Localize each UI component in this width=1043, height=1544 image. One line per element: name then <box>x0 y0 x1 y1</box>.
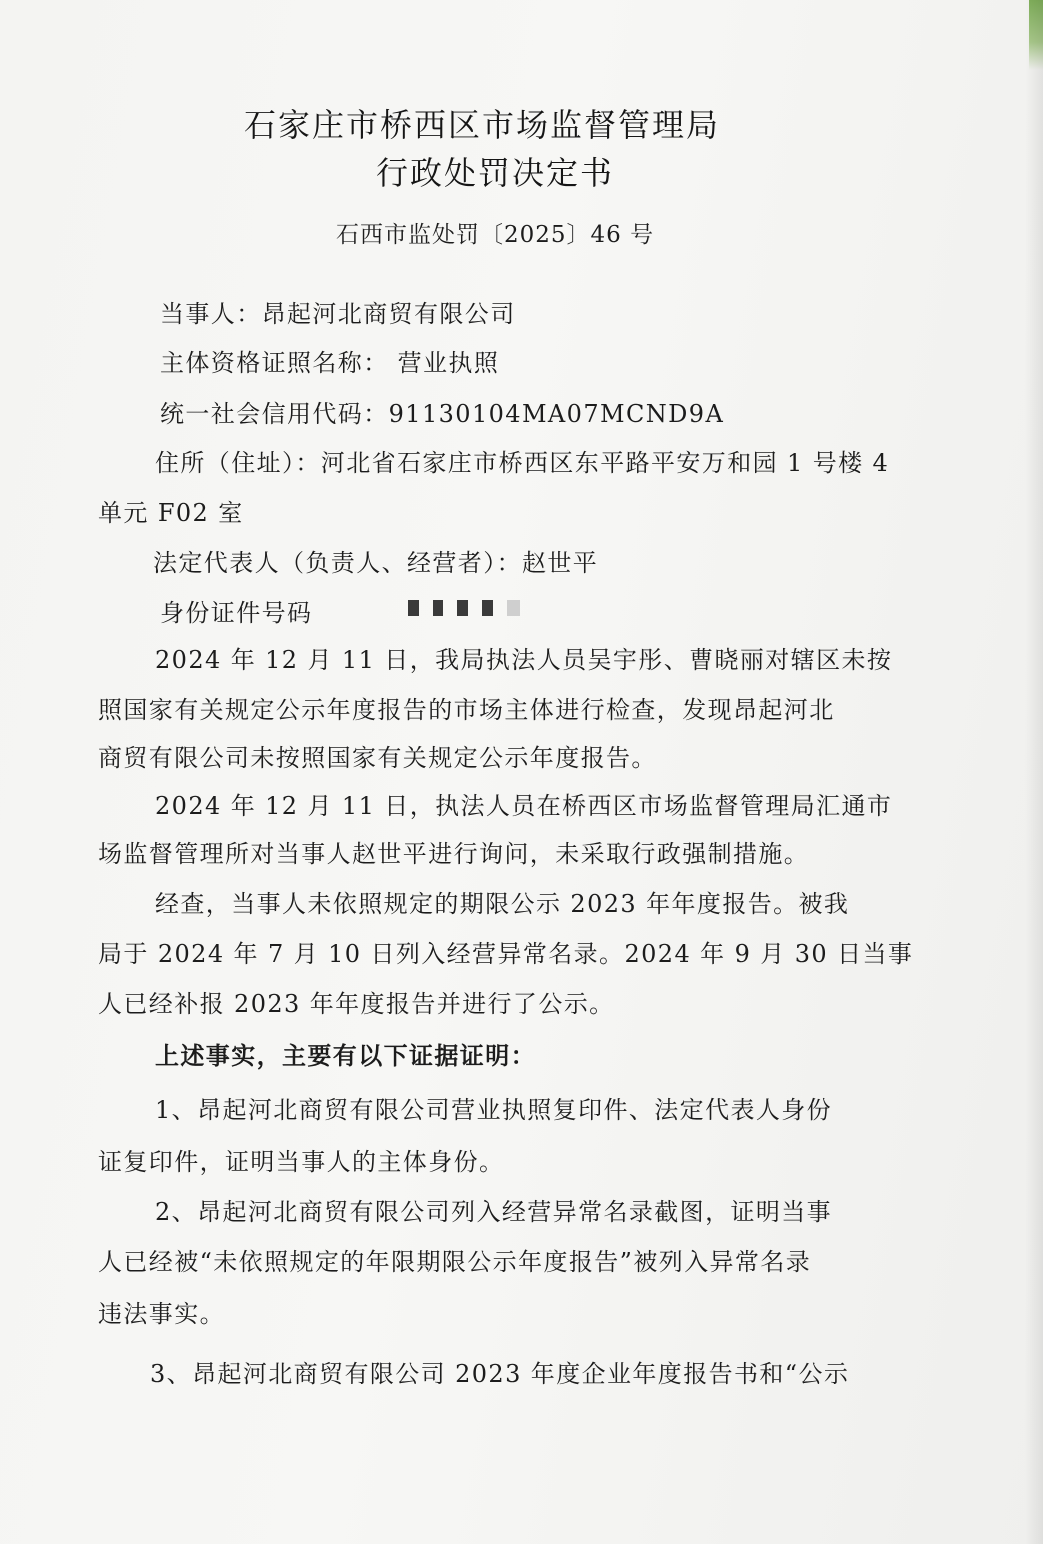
party-line: 当事人：昂起河北商贸有限公司 <box>160 300 516 328</box>
agency-title: 石家庄市桥西区市场监督管理局 <box>244 106 721 144</box>
evidence-2-line-2: 人已经被“未依照规定的年限期限公示年度报告”被列入异常名录 <box>98 1248 812 1276</box>
evidence-1-line-1: 1、昂起河北商贸有限公司营业执照复印件、法定代表人身份 <box>155 1096 833 1124</box>
credit-code-line: 统一社会信用代码：91130104MA07MCND9A <box>160 400 725 428</box>
paragraph-1-line-1: 2024 年 12 月 11 日，我局执法人员吴宇彤、曹晓丽对辖区未按 <box>155 646 893 674</box>
evidence-2-line-3: 违法事实。 <box>98 1300 225 1328</box>
evidence-3-line-1: 3、昂起河北商贸有限公司 2023 年度企业年度报告书和“公示 <box>150 1360 850 1388</box>
evidence-1-line-2: 证复印件，证明当事人的主体身份。 <box>98 1148 505 1176</box>
paragraph-3-line-3: 人已经补报 2023 年年度报告并进行了公示。 <box>98 990 615 1018</box>
evidence-heading: 上述事实，主要有以下证据证明： <box>155 1041 536 1070</box>
paragraph-2-line-1: 2024 年 12 月 11 日，执法人员在桥西区市场监督管理局汇通市 <box>155 792 893 820</box>
paragraph-1-line-2: 照国家有关规定公示年度报告的市场主体进行检查，发现昂起河北 <box>98 696 835 724</box>
paragraph-2-line-2: 场监督管理所对当事人赵世平进行询问，未采取行政强制措施。 <box>98 840 810 868</box>
paragraph-3-line-1: 经查，当事人未依照规定的期限公示 2023 年年度报告。被我 <box>155 890 850 918</box>
redacted-id-number <box>408 598 520 618</box>
address-line-2: 单元 F02 室 <box>98 499 244 527</box>
legal-representative-line: 法定代表人（负责人、经营者）：赵世平 <box>153 549 599 577</box>
address-line-1: 住所（住址）：河北省石家庄市桥西区东平路平安万和园 1 号楼 4 <box>155 449 890 477</box>
page-edge-shadow <box>1025 0 1043 1544</box>
document-title: 行政处罚决定书 <box>376 154 615 192</box>
evidence-2-line-1: 2、昂起河北商贸有限公司列入经营异常名录截图，证明当事 <box>155 1198 833 1226</box>
paragraph-3-line-2: 局于 2024 年 7 月 10 日列入经营异常名录。2024 年 9 月 30 日当事 <box>98 940 914 968</box>
id-number-label: 身份证件号码 <box>160 599 313 627</box>
document-number: 石西市监处罚〔2025〕46 号 <box>336 222 655 248</box>
paragraph-1-line-3: 商贸有限公司未按照国家有关规定公示年度报告。 <box>98 744 657 772</box>
license-line: 主体资格证照名称： 营业执照 <box>160 349 500 377</box>
